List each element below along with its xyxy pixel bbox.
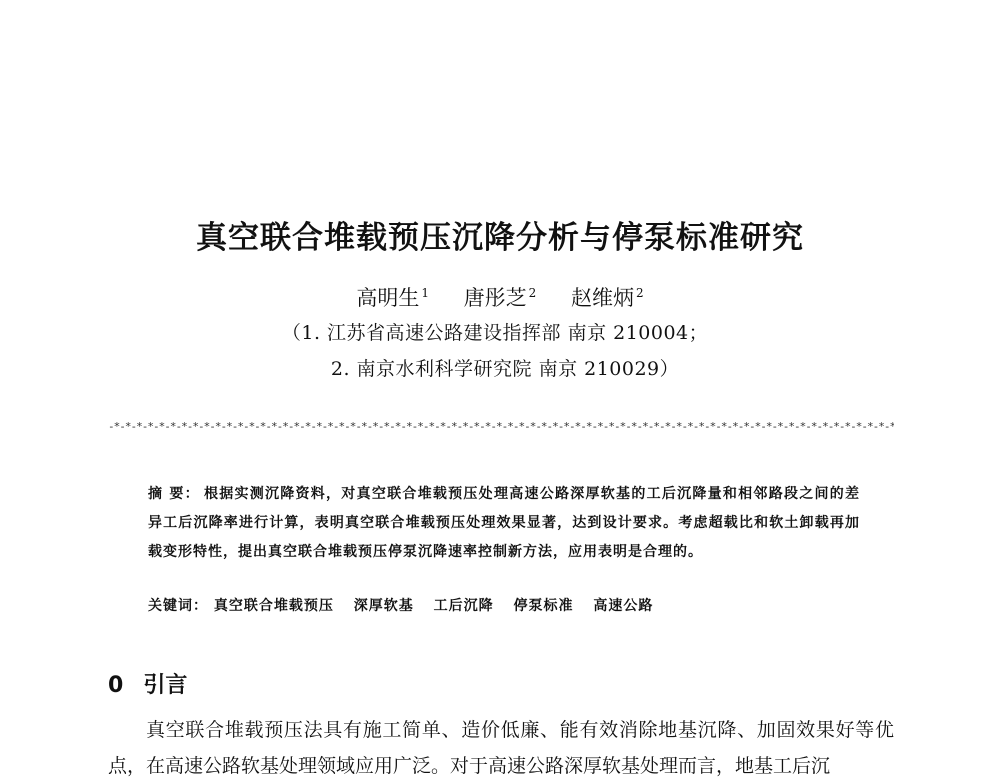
keywords-label: 关键词： xyxy=(148,598,208,614)
section-heading xyxy=(108,668,187,699)
keyword: 深厚软基 xyxy=(353,598,414,614)
abstract-label: 摘 要： xyxy=(148,486,200,502)
abstract-text: 根据实测沉降资料，对真空联合堆载预压处理高速公路深厚软基的工后沉降量和相邻路段之间的差异工后沉降率进行计算，表明真空联合堆载预压处理效果显著，达到设计要求。考虑超载比和软土卸载再加载变形特性，提出真空联合堆载预压停泵沉降速率控制新方法，应用表明是合理的。 xyxy=(148,486,861,560)
decorative-separator xyxy=(108,422,894,432)
paper-title: 真空联合堆载预压沉降分析与停泵标准研究 xyxy=(196,220,804,256)
author-1: 高明生 $^1$ xyxy=(356,286,429,310)
affiliation-line-1: （1. 江苏省高速公路建设指挥部 南京 210004； xyxy=(281,322,709,344)
author-2: 唐彤芝 $^2$ xyxy=(463,286,537,310)
section-number: 0 xyxy=(108,673,124,698)
author-3: 赵维炳 $^2$ xyxy=(571,286,644,310)
author-list xyxy=(0,282,1000,312)
keyword: 高速公路 xyxy=(593,598,654,614)
keyword: 工后沉降 xyxy=(433,598,494,614)
keyword: 停泵标准 xyxy=(513,598,574,614)
abstract-block xyxy=(148,480,860,567)
affiliation-line-2: 2. 南京水利科学研究院 南京 210029） xyxy=(330,358,680,380)
keywords-block xyxy=(148,595,860,615)
body-paragraph: 真空联合堆载预压法具有施工简单、造价低廉、能有效消除地基沉降、加固效果好等优点，在高速公路软基处理领域应用广泛。对于高速公路深厚软基处理而言，地基工后沉 xyxy=(108,719,894,777)
section-title: 引言 xyxy=(143,673,188,698)
keyword: 真空联合堆载预压 xyxy=(213,598,334,614)
